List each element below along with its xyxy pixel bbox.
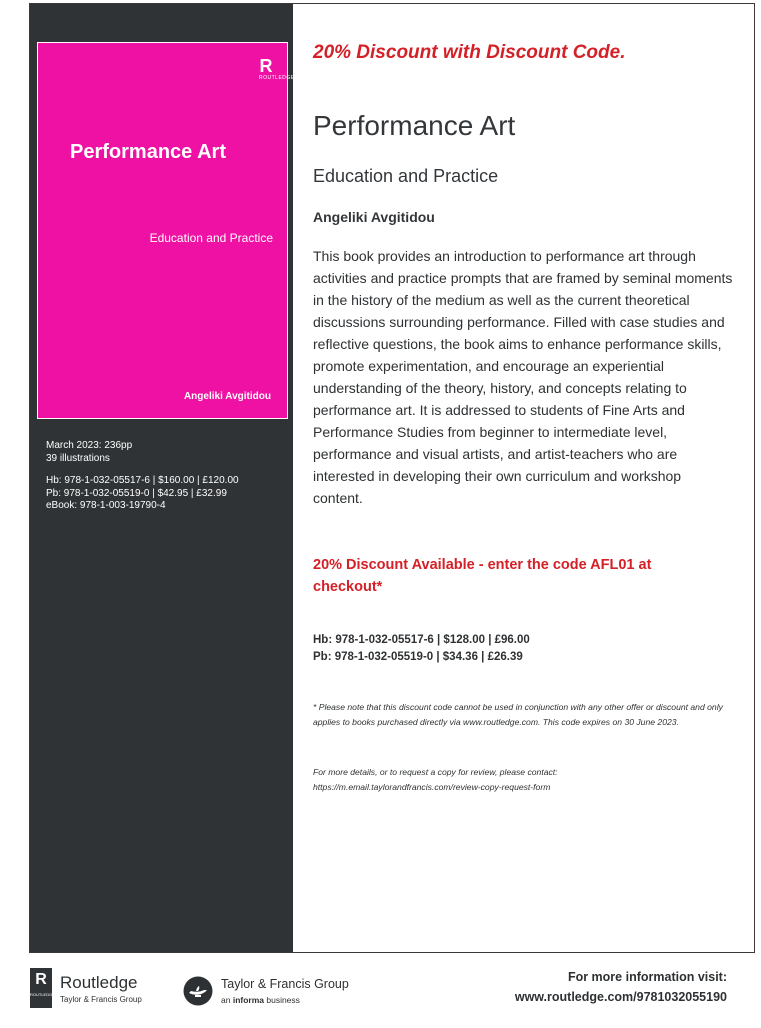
discount-prices xyxy=(313,632,733,666)
routledge-r-icon xyxy=(30,968,55,1008)
routledge-name: Routledge xyxy=(60,973,138,992)
date-pages: March 2023: 236pp xyxy=(46,440,133,451)
book-subtitle: Education and Practice xyxy=(313,166,499,186)
informa-business xyxy=(221,995,300,1005)
more-info-url[interactable]: www.routledge.com/9781032055190 xyxy=(514,990,727,1004)
cover-logo-letter: R xyxy=(259,56,273,76)
footer-logo-small: ROUTLEDGE xyxy=(30,992,55,997)
lamp-icon xyxy=(183,976,213,1006)
cover-author: Angeliki Avgitidou xyxy=(183,391,271,402)
cover-logo-small: ROUTLEDGE xyxy=(259,75,295,81)
illustrations-count: 39 illustrations xyxy=(46,452,110,464)
routledge-logo-icon xyxy=(259,56,295,85)
sidebar-info xyxy=(46,440,286,513)
more-info-label: For more information visit: xyxy=(567,970,727,984)
ebook-isbn: eBook: 978-1-003-19790-4 xyxy=(46,500,166,511)
discount-disclaimer: * Please note that this discount code cannot be used in conjunction with any other offer or discount and only applies to books purchased directly via www.routledge.com. This code expires on 30 June 2023. xyxy=(313,702,723,727)
discount-headline: 20% Discount with Discount Code. xyxy=(313,42,626,63)
informa-bold: informa xyxy=(232,995,264,1005)
review-copy-link[interactable]: https://m.email.taylorandfrancis.com/review-copy-request-form xyxy=(313,782,551,792)
informa-prefix: an xyxy=(221,995,233,1005)
footer-logo-letter: R xyxy=(35,971,47,988)
discount-code-line: 20% Discount Available - enter the code AFL01 at checkout* xyxy=(313,557,652,595)
book-title: Performance Art xyxy=(313,110,516,141)
discount-hb-price: Hb: 978-1-032-05517-6 | $128.00 | £96.00 xyxy=(313,634,530,646)
pb-price: Pb: 978-1-032-05519-0 | $42.95 | £32.99 xyxy=(46,487,227,499)
informa-suffix: business xyxy=(264,995,300,1005)
taylor-francis-name: Taylor & Francis Group xyxy=(221,977,349,991)
cover-subtitle: Education and Practice xyxy=(149,231,273,245)
hb-price: Hb: 978-1-032-05517-6 | $160.00 | £120.00 xyxy=(46,475,239,486)
discount-pb-price: Pb: 978-1-032-05519-0 | $34.36 | £26.39 xyxy=(313,651,523,663)
routledge-subtitle: Taylor & Francis Group xyxy=(60,995,142,1004)
cover-title: Performance Art xyxy=(70,141,226,163)
book-description: This book provides an introduction to performance art through activities and practice prompts that are framed by seminal moments in the history of the medium as well as the current theoretical discussions surrounding performance. Filled with case studies and reflective questions, the book aims to enhance performance skills, promote experimentation, and encourage an experiential understanding of the theory, history, and concepts relating to performance art. It is addressed to students of Fine Arts and Performance Studies from beginner to intermediate level, performance and visual artists, and artist-teachers who are interested in developing their own curriculum and workshop content. xyxy=(313,248,733,506)
book-author: Angeliki Avgitidou xyxy=(313,209,435,225)
more-info xyxy=(515,967,727,1007)
contact-info xyxy=(313,765,733,795)
book-cover xyxy=(37,42,295,419)
contact-line: For more details, or to request a copy for review, please contact: xyxy=(313,767,558,777)
